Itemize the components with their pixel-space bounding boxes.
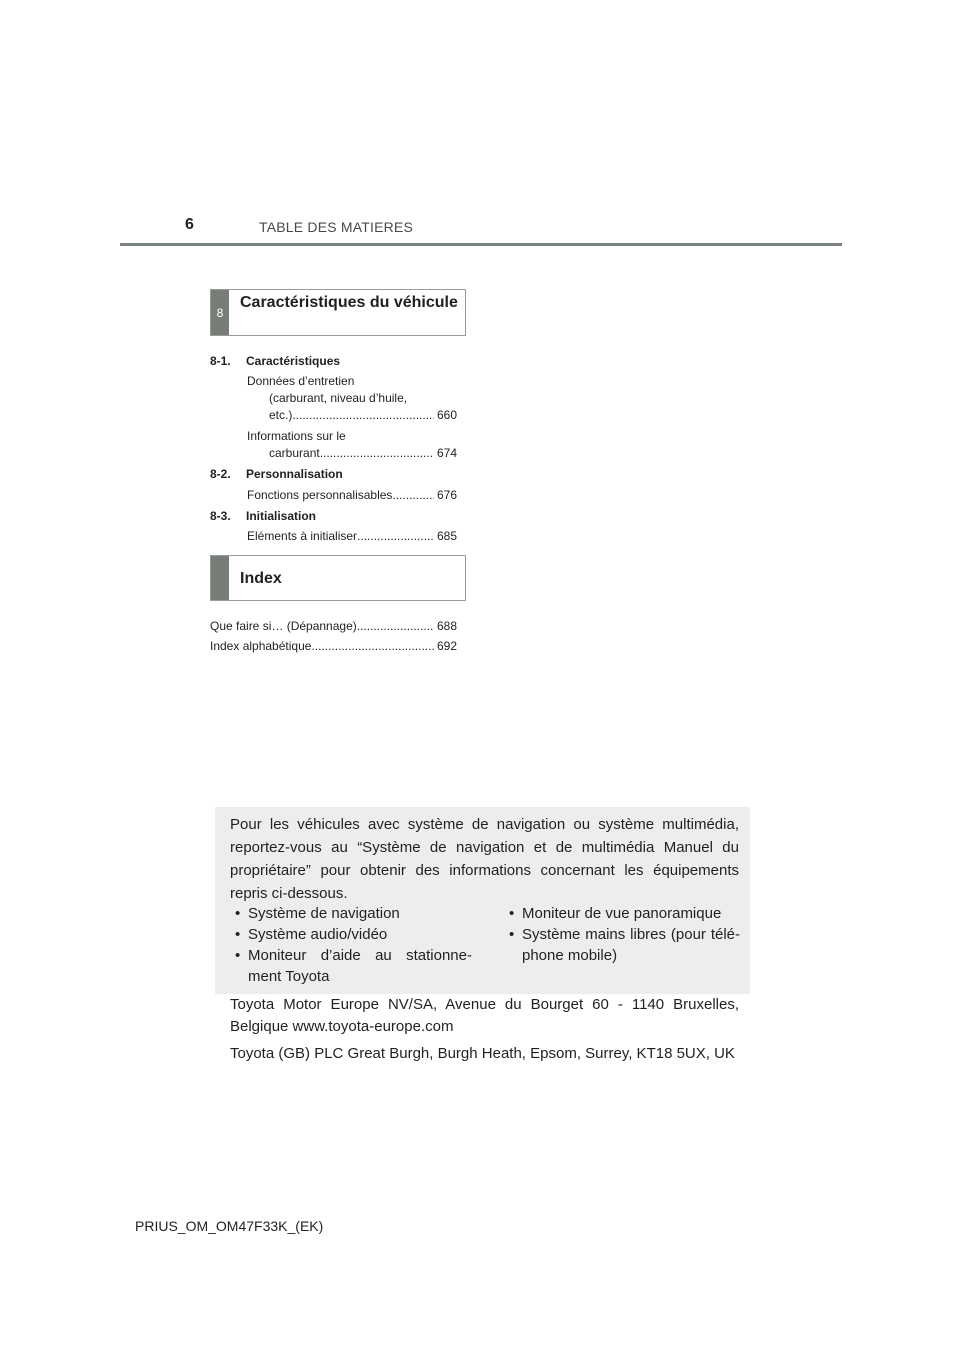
bullet-item: • Moniteur d’aide au stationne- ment Toyota	[230, 945, 472, 987]
toc-group-title: Personnalisation	[246, 467, 343, 481]
toc-entry[interactable]	[247, 428, 457, 462]
toc-page-number: 685	[436, 529, 457, 543]
toc-entry-label: etc.)	[269, 408, 293, 422]
toc-group-title: Caractéristiques	[246, 354, 341, 368]
bullet-list-right	[504, 903, 740, 966]
toc-entry[interactable]	[247, 528, 457, 545]
toc-group-number: 8-2.	[210, 467, 231, 481]
toc-entry[interactable]	[210, 639, 457, 653]
toc-group-number: 8-1.	[210, 354, 231, 368]
page-header-title: TABLE DES MATIERES	[259, 219, 414, 235]
document-footer-code: PRIUS_OM_OM47F33K_(EK)	[135, 1218, 324, 1234]
section-title: Index	[240, 570, 282, 587]
toc-entry-label: Que faire si… (Dépannage)	[210, 619, 357, 633]
dot-leader	[292, 407, 434, 424]
section-title: Caractéristiques du véhicule	[240, 294, 458, 311]
toc-entry-line: (carburant, niveau d’huile,	[269, 391, 408, 405]
bullet-item: • Système mains libres (pour télé- phone mobile)	[504, 924, 740, 966]
toc-entry-label: Eléments à initialiser	[247, 529, 358, 543]
address-paragraph: Toyota (GB) PLC Great Burgh, Burgh Heath, Epsom, Surrey, KT18 5UX, UK	[230, 1045, 735, 1062]
toc-entry[interactable]	[210, 619, 457, 633]
bullet-item: • Système audio/vidéo	[230, 924, 472, 945]
toc-group-title: Initialisation	[246, 509, 317, 523]
info-text: Pour les véhicules avec système de navigation ou système multimédia, reportez-vous au “Système de navigation et de multimédia Manuel du propriétaire” pour obtenir des informations concernant les équipements repris ci-dessous.	[230, 816, 739, 902]
toc-entry-label: Index alphabétique	[210, 639, 312, 653]
address-paragraph: Toyota Motor Europe NV/SA, Avenue du Bourget 60 - 1140 Bruxelles, Belgique www.toyota-europe.com	[230, 996, 739, 1035]
toc-group-number: 8-3.	[210, 509, 231, 523]
toc-entry[interactable]	[247, 373, 457, 424]
dot-leader	[392, 487, 434, 504]
toc-page-number: 688	[436, 619, 457, 633]
header-divider	[120, 243, 842, 246]
section-heading-8	[210, 289, 466, 336]
section-tab: 8	[211, 290, 229, 335]
toc-page-number: 674	[436, 446, 457, 460]
bullet-item: • Système de navigation	[230, 903, 472, 924]
toc-group-heading[interactable]	[210, 354, 340, 368]
toc-page-number: 692	[436, 639, 457, 653]
dot-leader	[357, 528, 434, 545]
toc-entry-label: carburant	[269, 446, 320, 460]
bullet-item: • Moniteur de vue panoramique	[504, 903, 740, 924]
dot-leader	[320, 445, 434, 462]
section-heading-index	[210, 555, 466, 601]
toc-entry[interactable]	[247, 487, 457, 504]
info-box	[215, 807, 750, 994]
toc-entry-line: Informations sur le	[247, 429, 346, 443]
dot-leader	[357, 619, 434, 633]
toc-page-number: 676	[436, 488, 457, 502]
toc-entry-label: Fonctions personnalisables	[247, 488, 393, 502]
dot-leader	[311, 639, 434, 653]
toc-group-heading[interactable]	[210, 467, 343, 481]
page-number: 6	[185, 216, 194, 233]
toc-group-heading[interactable]	[210, 509, 316, 523]
section-tab	[211, 556, 229, 600]
bullet-list-left	[230, 903, 472, 987]
toc-page-number: 660	[436, 408, 457, 422]
toc-entry-line: Données d’entretien	[247, 374, 355, 388]
